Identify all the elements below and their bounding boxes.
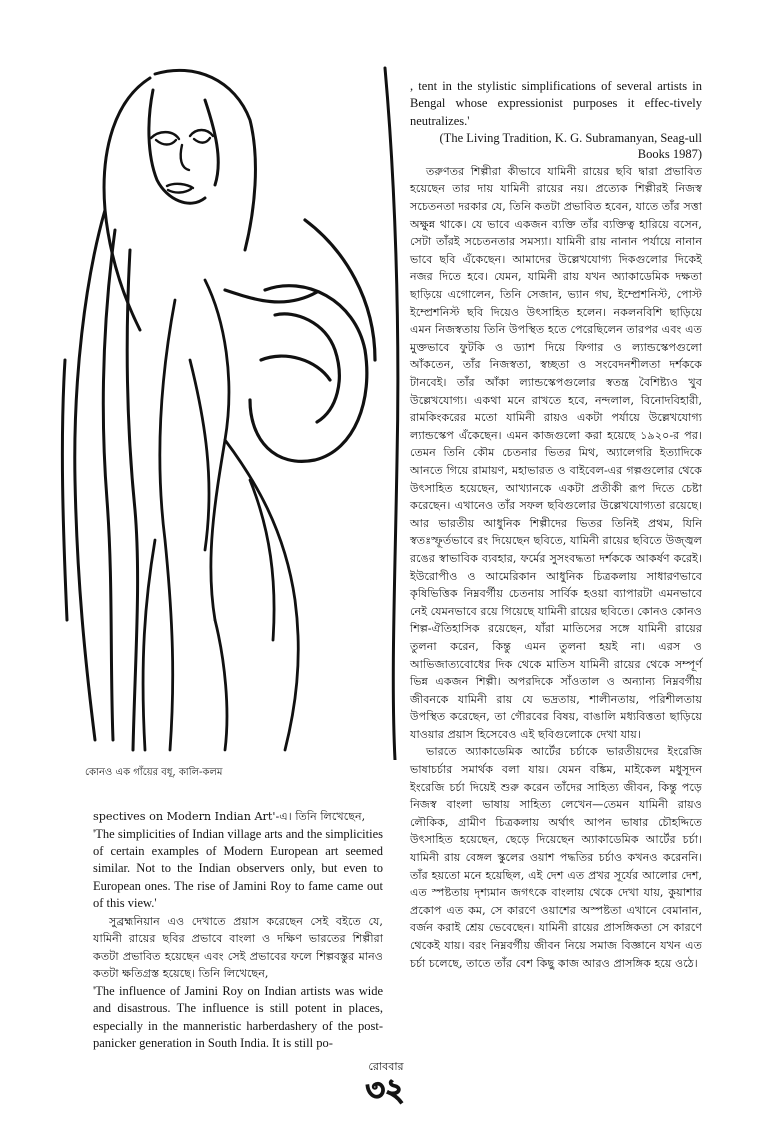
- citation: (The Living Tradition, K. G. Subramanyan, Seag-ull Books 1987): [439, 130, 702, 162]
- paragraph: সুব্রহ্মনিয়ান এও দেখাতে প্রয়াস করেছেন সেই বইতে যে, যামিনী রায়ের ছবির প্রভাবে বাংলা ও দক্ষিণ ভারতের শিল্পীরা কতটা প্রভাবিত হয়েছেন এবং সেই প্রভাবের ফলে শিল্পবস্তুর মানও কতটা ক্ষতিগ্রস্ত হয়েছে। তিনি লিখেছেন,: [93, 914, 383, 981]
- sketch-body: [143, 280, 298, 750]
- paragraph: তরুণতর শিল্পীরা কীভাবে যামিনী রায়ের ছবি দ্বারা প্রভাবিত হয়েছেন তার দায় যামিনী রায়ের নয়। প্রত্যেক শিল্পীরই নিজস্ব সচেতনতা দরকার যে, তিনি কতটা প্রভাবিত হবেন, যাতে তাঁর সত্তা অক্ষুন্ন থাকে। যে ভাবে একজন ব্যক্তি তাঁর ব্যক্তিত্ব হারিয়ে বসেন, সেটা তাঁরই সচেতনতার সমস্যা। যামিনী রায় নানান পর্যায়ে নানান ভাবে ছবি এঁকেছেন। আমাদের উল্লেখযোগ্য দিকগুলোর দিকেই নজর দিতে হবে। যেমন, যামিনী রায় যখন অ্যাকাডেমিক দক্ষতা ছাড়িয়ে এগোলেন, তিনি সেজান, ভ্যান গঘ, ইম্প্রেশনিস্ট, পোস্ট ইম্প্রেশনিস্ট ছবি দিয়েও উৎসাহিত হলেন। নকলনবিশি ছাড়িয়ে এমন নিজস্বতায় তিনি উপস্থিত হতে পেরেছিলেন তারপর এবং এত মুক্তভাবে ফুটকি ও ড্যাশ দিয়ে ফিগার ও ল্যান্ডস্কেপগুলো আঁকতেন, তাঁর নিজস্বতা, স্বচ্ছতা ও সংবেদনশীলতা দর্শককে টানবেই। তাঁর আঁকা ল্যান্ডস্কেপগুলোর স্বতন্ত্র বৈশিষ্ট্যও খুব উল্লেখযোগ্য। একথা মনে রাখতে হবে, নন্দলাল, বিনোদবিহারী, রামকিংকরের মতো যামিনী রায়ও একটা পর্যায়ে উল্লেখযোগ্য ল্যান্ডস্কেপ এঁকেছেন। এমন কাজগুলো করা হয়েছে ১৯২০-র পর। তেমন তিনি কৌম চেতনার ভিতর মিথ, অ্যালেগরি ইত্যাদিকে আনতে গিয়ে রামায়ণ, মহাভারত ও বাইবেল-এর গল্পগুলোর থেকে উৎসাহিত হয়েছেন, আখ্যানকে একটা প্রতীকী রূপ দিতে চেষ্টা করেছেন। এখানেও তাঁর সফল ছবিগুলোর উল্লেখযোগ্যতা রয়েছে। আর ভারতীয় আধুনিক শিল্পীদের ভিতর তিনিই প্রথম, যিনি স্বতঃস্ফূর্তভাবে রং দিয়েছেন ছবিতে, যামিনী রায়ের ছবিতে উজ্জ্বল রঙের স্বাভাবিক ব্যবহার, ফর্মের সুসংবদ্ধতা দর্শককে আকর্ষণ করেই। ইউরোপীও ও আমেরিকান আধুনিক চিত্রকলায় সাধারণভাবে কৃষিভিত্তিক নিম্নবর্গীয় চেতনায় সার্বিক হওয়া ব্যাপারটা এমনভাবে নেই যেমনভাবে রয়ে গিয়েছে যামিনী রায়ের ছবিতে। কোনও কোনও শিল্প-ঐতিহাসিক রয়েছেন, যাঁরা মাতিসের সঙ্গে যামিনী রায়ের তুলনা করেন, কিন্তু এমন তুলনা হয়ই না। এরস ও আভিজাত্যবোধের দিক থেকে মাতিস যামিনী রায়ের থেকে সম্পূর্ণ ভিন্ন একজন শিল্পী। অপরদিকে সাঁওতাল ও অন্যান্য নিম্নবর্গীয় জীবনকে যামিনী রায় যে ভদ্রতায়, শালীনতায়, পরিশীলতায় উপস্থিত করেছেন, তা গৌরবের বিষয়, বাঙালি মধ্যবিত্ততা ছাড়িয়ে যাওয়ার প্রয়াস হিসেবেও এই ছবিগুলোকে দেখা যায়।: [410, 164, 702, 741]
- left-column: [93, 808, 383, 1053]
- magazine-name: রোববার: [368, 1060, 404, 1073]
- illustration-caption: কোনও এক গাঁয়ের বধূ, কালি-কলম: [85, 767, 223, 778]
- right-column: [410, 78, 702, 972]
- sketch-pot: [225, 220, 375, 461]
- block-quote: 'The simplicities of Indian village arts and the simplicities of certain examples of Modern European art seemed similar. Not to the Indian observers only, but even to European ones. The rise of Jamini Roy to fame came out of this view.': [93, 826, 383, 911]
- paragraph-lead: spectives on Modern Indian Art'-এ। তিনি লিখেছেন,: [93, 810, 366, 823]
- sketch-veil-left: [62, 210, 137, 750]
- sketch-border: [385, 68, 398, 760]
- quote-continuation: , tent in the stylistic simplifications of several artists in Bengal whose expressionist purposes it effec-tively neutralizes.': [410, 79, 702, 128]
- page-number: ৩২: [365, 1073, 405, 1108]
- block-quote: 'The influence of Jamini Roy on Indian artists was wide and disastrous. The influence is still potent in places, especially in the manneristic harberdashery of the post-panicker generation in South India. It is still po-: [93, 984, 383, 1051]
- ink-sketch-illustration: [55, 60, 405, 760]
- paragraph: ভারতে অ্যাকাডেমিক আর্টের চর্চাকে ভারতীয়দের ইংরেজি ভাষাচর্চার সমার্থক বলা যায়। যেমন বঙ্কিম, মাইকেল মধুসূদন ইংরেজি চর্চা দিয়েই শুরু করেন তাঁদের সাহিত্য জীবন, কিন্তু পড়ে নিজস্ব বাংলা ভাষায় সাহিত্য লেখেন—তেমন যামিনী রায়ও লৌকিক, গ্রামীণ চিত্রকলায় অর্থাৎ আপন ভাষার চৌহদ্দিতে উৎসাহিত হয়েছেন, ছেড়ে দিয়েছেন অ্যাকাডেমিক আর্টের চর্চা। যামিনী রায় বেঙ্গল স্কুলের ওয়াশ পদ্ধতির চর্চাও কখনও করেননি। তাঁর হয়তো মনে হয়েছিল, এই দেশ এত প্রখর সূর্যের আলোর দেশ, এত স্পষ্টতায় দৃশ্যমান জগৎকে বাংলায় থেকে দেখা যায়, কুয়াশার প্রকোপ এত কম, সে কারণে ওয়াশের অস্পষ্টতা এখানে বেমানান, বর্জন করাই শ্রেয় ভেবেছেন। যামিনী রায়ের প্রাসঙ্গিকতা সে কারণে থেকেই যায়। বরং নিম্নবর্গীয় জীবন নিয়ে সমাজ বিজ্ঞানে যখন এত চর্চা চলেছে, তাতে তাঁর বেশ কিছু কাজ আরও প্রাসঙ্গিক হয়ে ওঠে।: [410, 745, 702, 970]
